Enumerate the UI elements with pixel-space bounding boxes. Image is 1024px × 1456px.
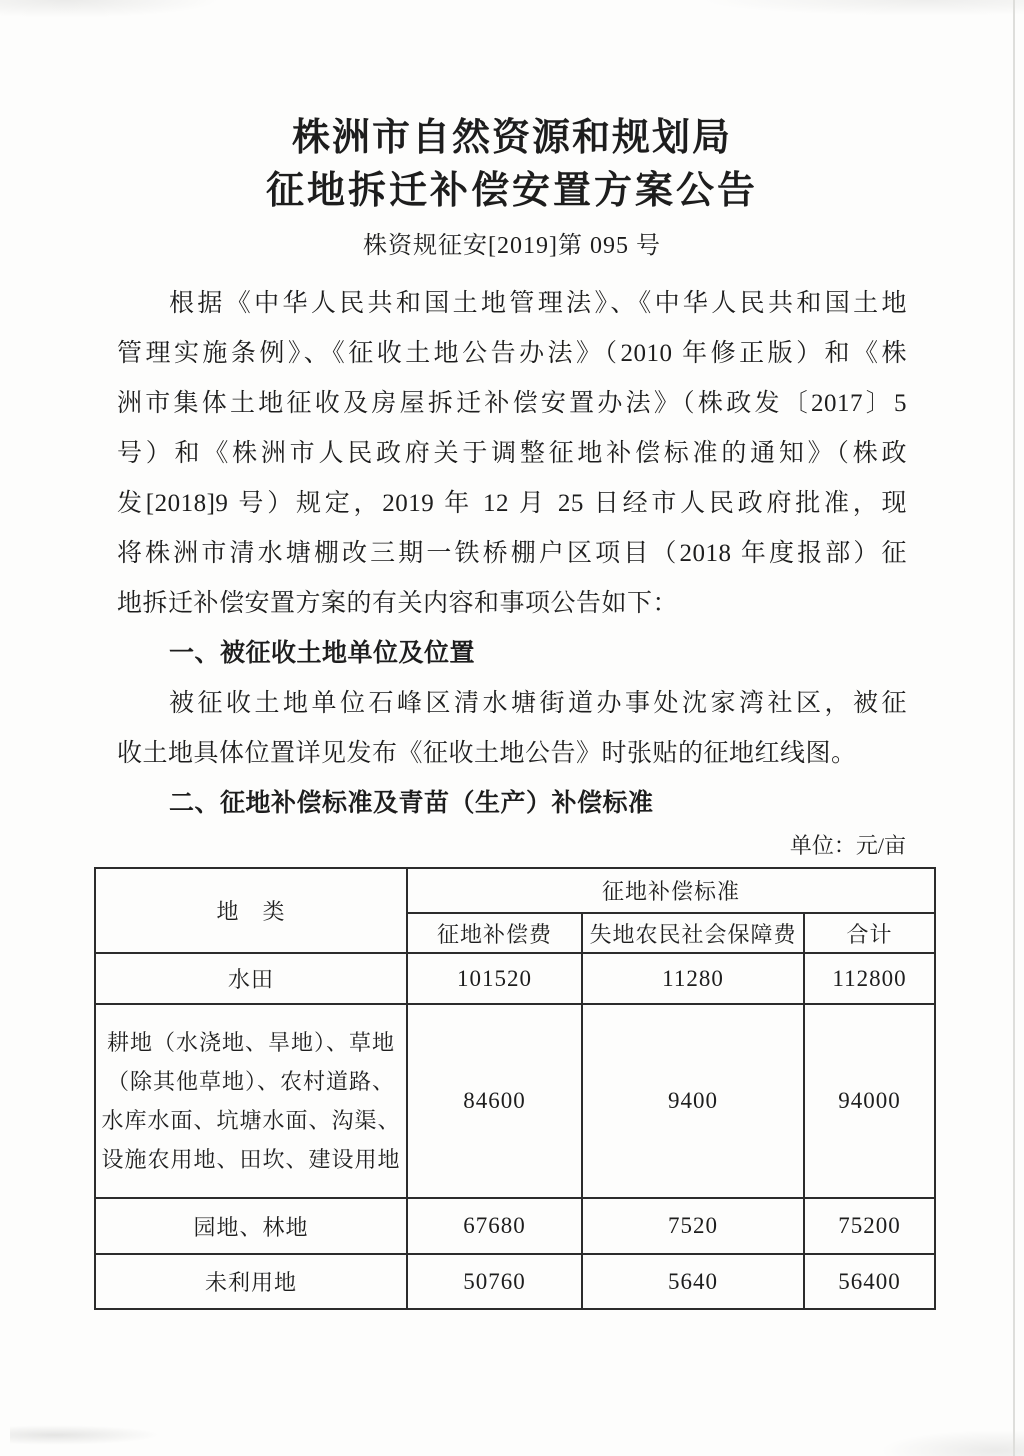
header-cell-standard-group: 征地补偿标准: [407, 868, 935, 913]
cell-fee: 50760: [407, 1254, 582, 1309]
cell-total: 112800: [804, 953, 935, 1004]
body-line: 根据《中华人民共和国土地管理法》、《中华人民共和国土地: [169, 290, 907, 317]
scan-artifact: [10, 1425, 160, 1445]
header-cell-social: 失地农民社会保障费: [582, 913, 804, 953]
document-header: [0, 0, 1024, 262]
table-row: [95, 1254, 935, 1309]
body-line: 被征收土地单位石峰区清水塘街道办事处沈家湾社区，被征: [169, 690, 907, 717]
scan-artifact: [880, 1430, 1024, 1456]
compensation-table: [94, 867, 936, 1310]
section-heading-2: 二、征地补偿标准及青苗（生产）补偿标准: [169, 790, 654, 817]
cell-fee: 101520: [407, 953, 582, 1004]
cell-total: 75200: [804, 1198, 935, 1254]
document-title-line1: 株洲市自然资源和规划局: [291, 117, 732, 159]
body-line: 收土地具体位置详见发布《征收土地公告》时张贴的征地红线图。: [117, 740, 857, 767]
table-row: [95, 953, 935, 1004]
header-cell-fee: 征地补偿费: [407, 913, 582, 953]
document-body: [117, 279, 907, 829]
section-heading-1: 一、被征收土地单位及位置: [169, 640, 476, 667]
cell-land-type: 园地、林地: [95, 1198, 407, 1254]
table-header-row-group: [95, 868, 935, 913]
body-line: 号）和《株洲市人民政府关于调整征地补偿标准的通知》（株政: [117, 440, 907, 467]
cell-total: 94000: [804, 1004, 935, 1198]
cell-total: 56400: [804, 1254, 935, 1309]
cell-social: 11280: [582, 953, 804, 1004]
cell-land-type: 耕地（水浇地、旱地）、草地（除其他草地）、农村道路、水库水面、坑塘水面、沟渠、设施农用地、田坎、建设用地: [95, 1004, 407, 1198]
table-unit-label: 单位：元/亩: [789, 833, 906, 858]
body-line: 管理实施条例》、《征收土地公告办法》（2010 年修正版）和《株: [117, 340, 907, 367]
table-row: [95, 1004, 935, 1198]
cell-social: 7520: [582, 1198, 804, 1254]
document-number: 株资规征安[2019]第 095 号: [363, 233, 661, 259]
document-title-line2: 征地拆迁补偿安置方案公告: [265, 170, 758, 212]
cell-land-type: 水田: [95, 953, 407, 1004]
body-line: 洲市集体土地征收及房屋拆迁补偿安置办法》（株政发〔2017〕5: [117, 390, 907, 417]
scan-edge-line: [1013, 0, 1015, 1456]
cell-fee: 67680: [407, 1198, 582, 1254]
cell-fee: 84600: [407, 1004, 582, 1198]
table-row: [95, 1198, 935, 1254]
cell-social: 9400: [582, 1004, 804, 1198]
cell-land-type: 未利用地: [95, 1254, 407, 1309]
body-line: 地拆迁补偿安置方案的有关内容和事项公告如下：: [117, 590, 679, 617]
cell-social: 5640: [582, 1254, 804, 1309]
body-line: 将株洲市清水塘棚改三期一铁桥棚户区项目（2018 年度报部）征: [117, 540, 907, 567]
body-line: 发[2018]9 号）规定，2019 年 12 月 25 日经市人民政府批准，现: [117, 490, 907, 517]
header-cell-total: 合计: [804, 913, 935, 953]
header-cell-land-type: 地 类: [95, 868, 407, 953]
